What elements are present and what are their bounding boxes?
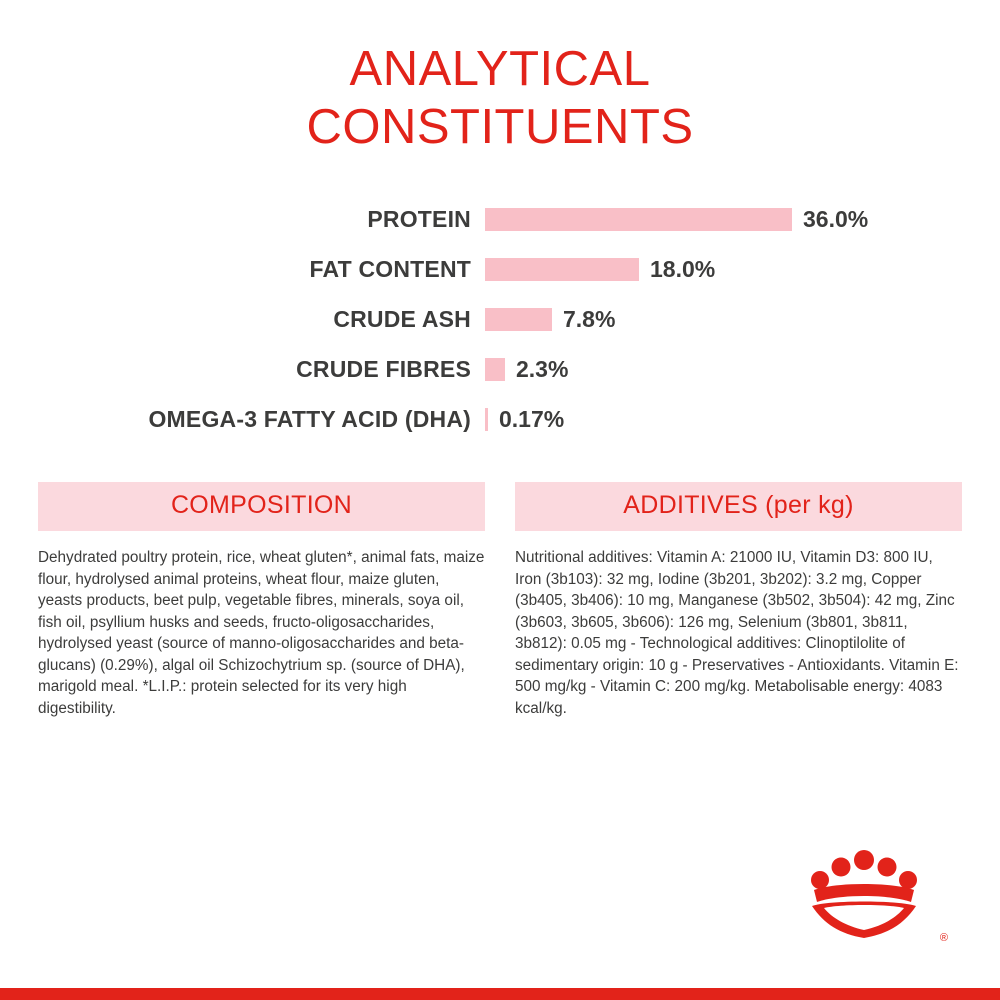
page-title (0, 0, 1000, 156)
additives-body: Nutritional additives: Vitamin A: 21000 IU, Vitamin D3: 800 IU, Iron (3b103): 32 mg, Iodine (3b201, 3b202): 3.2 mg, Copper (3b405, 3b406): 10 mg, Manganese (3b502, 3b504): 42 mg, Zinc (3b603, 3b605, 3b606): 126 mg, Selenium (3b801, 3b811, 3b812): 0.05 mg - Technological additives: Clinoptilolite of sedimentary origin: 10 g - Preservatives - Antioxidants. Vitamin E: 500 mg/kg - Vitamin C: 200 mg/kg. Metabolisable energy: 4083 kcal/kg. (515, 549, 959, 717)
chart-row-label: CRUDE FIBRES (296, 355, 471, 382)
chart-row-label: PROTEIN (367, 205, 471, 232)
chart-bar-value: 7.8% (563, 305, 616, 332)
chart-row (0, 344, 1000, 394)
chart-row (0, 194, 1000, 244)
bottom-accent-bar (0, 988, 1000, 1000)
chart-bar-value: 0.17% (499, 405, 565, 432)
chart-bar (485, 258, 639, 281)
chart-bar (485, 358, 505, 381)
analytical-constituents-chart (0, 194, 1000, 444)
chart-bar-value: 2.3% (516, 355, 569, 382)
chart-row-label: OMEGA-3 FATTY ACID (DHA) (148, 405, 471, 432)
additives-header-main: ADDITIVES (623, 491, 758, 519)
chart-bar-wrap (485, 256, 715, 283)
chart-bar (485, 208, 792, 231)
additives-header-suffix: (per kg) (757, 491, 854, 519)
chart-bar (485, 308, 552, 331)
chart-bar-wrap (485, 356, 568, 383)
page-title-line-2: CONSTITUENTS (306, 100, 694, 154)
royal-canin-crown-logo (808, 850, 938, 940)
composition-panel (38, 482, 485, 719)
info-panels (0, 482, 1000, 719)
chart-bar-value: 18.0% (650, 255, 716, 282)
composition-header: COMPOSITION (38, 482, 485, 531)
chart-bar-value: 36.0% (803, 205, 869, 232)
chart-row (0, 244, 1000, 294)
chart-bar (485, 408, 488, 431)
chart-bar-wrap (485, 306, 615, 333)
page-title-line-1: ANALYTICAL (349, 42, 651, 96)
chart-row-label: FAT CONTENT (309, 255, 471, 282)
additives-panel (515, 482, 962, 719)
registered-trademark-mark: ® (939, 932, 948, 944)
chart-bar-wrap (485, 406, 564, 433)
chart-row (0, 394, 1000, 444)
composition-body: Dehydrated poultry protein, rice, wheat gluten*, animal fats, maize flour, hydrolysed animal proteins, wheat flour, maize gluten, yeasts products, beet pulp, vegetable fibres, minerals, soya oil, fish oil, psyllium husks and seeds, fructo-oligosaccharides, hydrolysed yeast (source of manno-oligosaccharides and beta-glucans) (0.29%), algal oil Schizochytrium sp. (source of DHA), marigold meal. *L.I.P.: protein selected for its very high digestibility. (38, 549, 485, 717)
chart-row-label: CRUDE ASH (333, 305, 471, 332)
chart-row (0, 294, 1000, 344)
chart-bar-wrap (485, 206, 868, 233)
additives-header (515, 482, 962, 531)
